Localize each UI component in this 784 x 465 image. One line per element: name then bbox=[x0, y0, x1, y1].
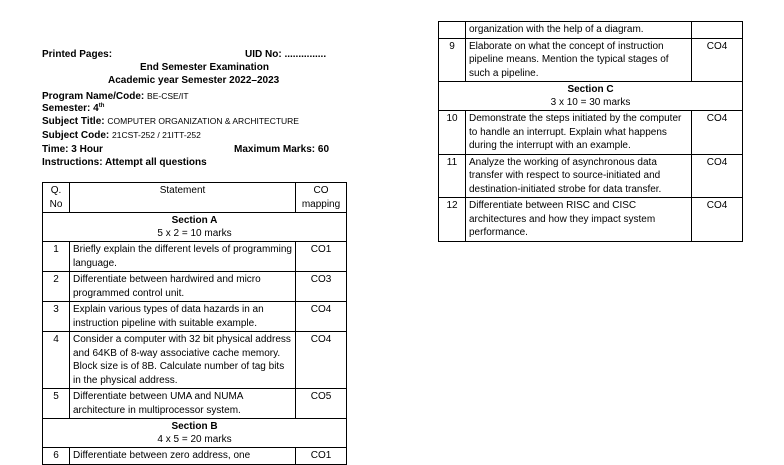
table-row: 4 Consider a computer with 32 bit physical address and 64KB of 8-way associative cache memory. Block size is of 8B. Calculate number of tag bits in the physical address. CO4 bbox=[43, 332, 347, 389]
uid-label: UID No: ............... bbox=[245, 49, 327, 60]
academic-year: Academic year Semester 2022–2023 bbox=[108, 75, 280, 86]
table-header-row bbox=[43, 183, 347, 213]
program-label: Program Name/Code: bbox=[42, 91, 145, 102]
subject-code-value: 21CST-252 / 21ITT-252 bbox=[112, 130, 201, 140]
table-row: 1 Briefly explain the different levels of programming language. CO1 bbox=[43, 242, 347, 272]
program-value: BE-CSE/IT bbox=[147, 91, 189, 101]
max-marks-label: Maximum Marks: 60 bbox=[234, 144, 330, 155]
subject-title-value: COMPUTER ORGANIZATION & ARCHITECTURE bbox=[107, 116, 299, 126]
qno-header: Q. No bbox=[43, 183, 70, 213]
table-row: 3 Explain various types of data hazards in an instruction pipeline with suitable example. CO4 bbox=[43, 302, 347, 332]
co-mapping: CO4 bbox=[692, 38, 743, 82]
subject-title-label: Subject Title: bbox=[42, 116, 105, 127]
co-mapping: CO1 bbox=[296, 448, 347, 465]
statement-header: Statement bbox=[70, 183, 296, 213]
instructions-label: Instructions: Attempt all questions bbox=[42, 157, 207, 168]
table-row: 2 Differentiate between hardwired and micro programmed control unit. CO3 bbox=[43, 272, 347, 302]
printed-pages-label: Printed Pages: bbox=[42, 49, 113, 60]
co-mapping: CO5 bbox=[296, 389, 347, 419]
section-b-heading: Section B 4 x 5 = 20 marks bbox=[43, 419, 347, 448]
question-statement: Differentiate between RISC and CISC architectures and how they impact system performance. bbox=[466, 198, 692, 242]
table-row: 10 Demonstrate the steps initiated by the computer to handle an interrupt. Explain what happens during the interrupt with an example. CO4 bbox=[439, 111, 743, 155]
co-mapping: CO1 bbox=[296, 242, 347, 272]
co-mapping: CO4 bbox=[692, 154, 743, 198]
time-label: Time: 3 Hour bbox=[42, 144, 103, 155]
question-statement: Differentiate between hardwired and micro programmed control unit. bbox=[70, 272, 296, 302]
section-c-row bbox=[439, 82, 743, 111]
table-row: 11 Analyze the working of asynchronous data transfer with respect to source-initiated and destination-initiated strobe for data transfer. CO4 bbox=[439, 154, 743, 198]
table-row: 12 Differentiate between RISC and CISC architectures and how they impact system performance. CO4 bbox=[439, 198, 743, 242]
co-mapping: CO4 bbox=[296, 302, 347, 332]
subject-code-line bbox=[42, 129, 201, 142]
right-page bbox=[438, 0, 742, 441]
question-statement: organization with the help of a diagram. bbox=[466, 22, 692, 39]
question-statement: Differentiate between UMA and NUMA architecture in multiprocessor system. bbox=[70, 389, 296, 419]
co-mapping: CO4 bbox=[296, 332, 347, 389]
exam-title: End Semester Examination bbox=[140, 62, 269, 73]
semester-sup: th bbox=[98, 103, 105, 109]
question-statement: Demonstrate the steps initiated by the computer to handle an interrupt. Explain what happens during the interrupt with an example. bbox=[466, 111, 692, 155]
co-mapping: CO4 bbox=[692, 111, 743, 155]
questions-table-left bbox=[42, 182, 347, 465]
section-b-row bbox=[43, 419, 347, 448]
section-c-heading: Section C 3 x 10 = 30 marks bbox=[439, 82, 743, 111]
subject-title-line bbox=[42, 115, 299, 128]
table-row bbox=[439, 22, 743, 39]
left-page bbox=[42, 0, 352, 461]
table-row: 5 Differentiate between UMA and NUMA architecture in multiprocessor system. CO5 bbox=[43, 389, 347, 419]
question-statement: Differentiate between zero address, one bbox=[70, 448, 296, 465]
table-row: 9 Elaborate on what the concept of instruction pipeline means. Mention the typical stages of such a pipeline. CO4 bbox=[439, 38, 743, 82]
section-a-row bbox=[43, 213, 347, 242]
co-header: CO mapping bbox=[296, 183, 347, 213]
questions-table-right bbox=[438, 21, 743, 242]
semester-label: Semester: 4 bbox=[42, 103, 99, 114]
co-mapping: CO3 bbox=[296, 272, 347, 302]
question-statement: Analyze the working of asynchronous data transfer with respect to source-initiated and destination-initiated strobe for data transfer. bbox=[466, 154, 692, 198]
question-statement: Briefly explain the different levels of programming language. bbox=[70, 242, 296, 272]
semester-line bbox=[42, 102, 104, 115]
table-row: 6 Differentiate between zero address, one CO1 bbox=[43, 448, 347, 465]
subject-code-label: Subject Code: bbox=[42, 130, 110, 141]
section-a-heading: Section A 5 x 2 = 10 marks bbox=[43, 213, 347, 242]
question-statement: Explain various types of data hazards in an instruction pipeline with suitable example. bbox=[70, 302, 296, 332]
question-statement: Consider a computer with 32 bit physical address and 64KB of 8-way associative cache memory. Block size is of 8B. Calculate number of tag bits in the physical address. bbox=[70, 332, 296, 389]
co-mapping: CO4 bbox=[692, 198, 743, 242]
question-statement: Elaborate on what the concept of instruction pipeline means. Mention the typical stages of such a pipeline. bbox=[466, 38, 692, 82]
